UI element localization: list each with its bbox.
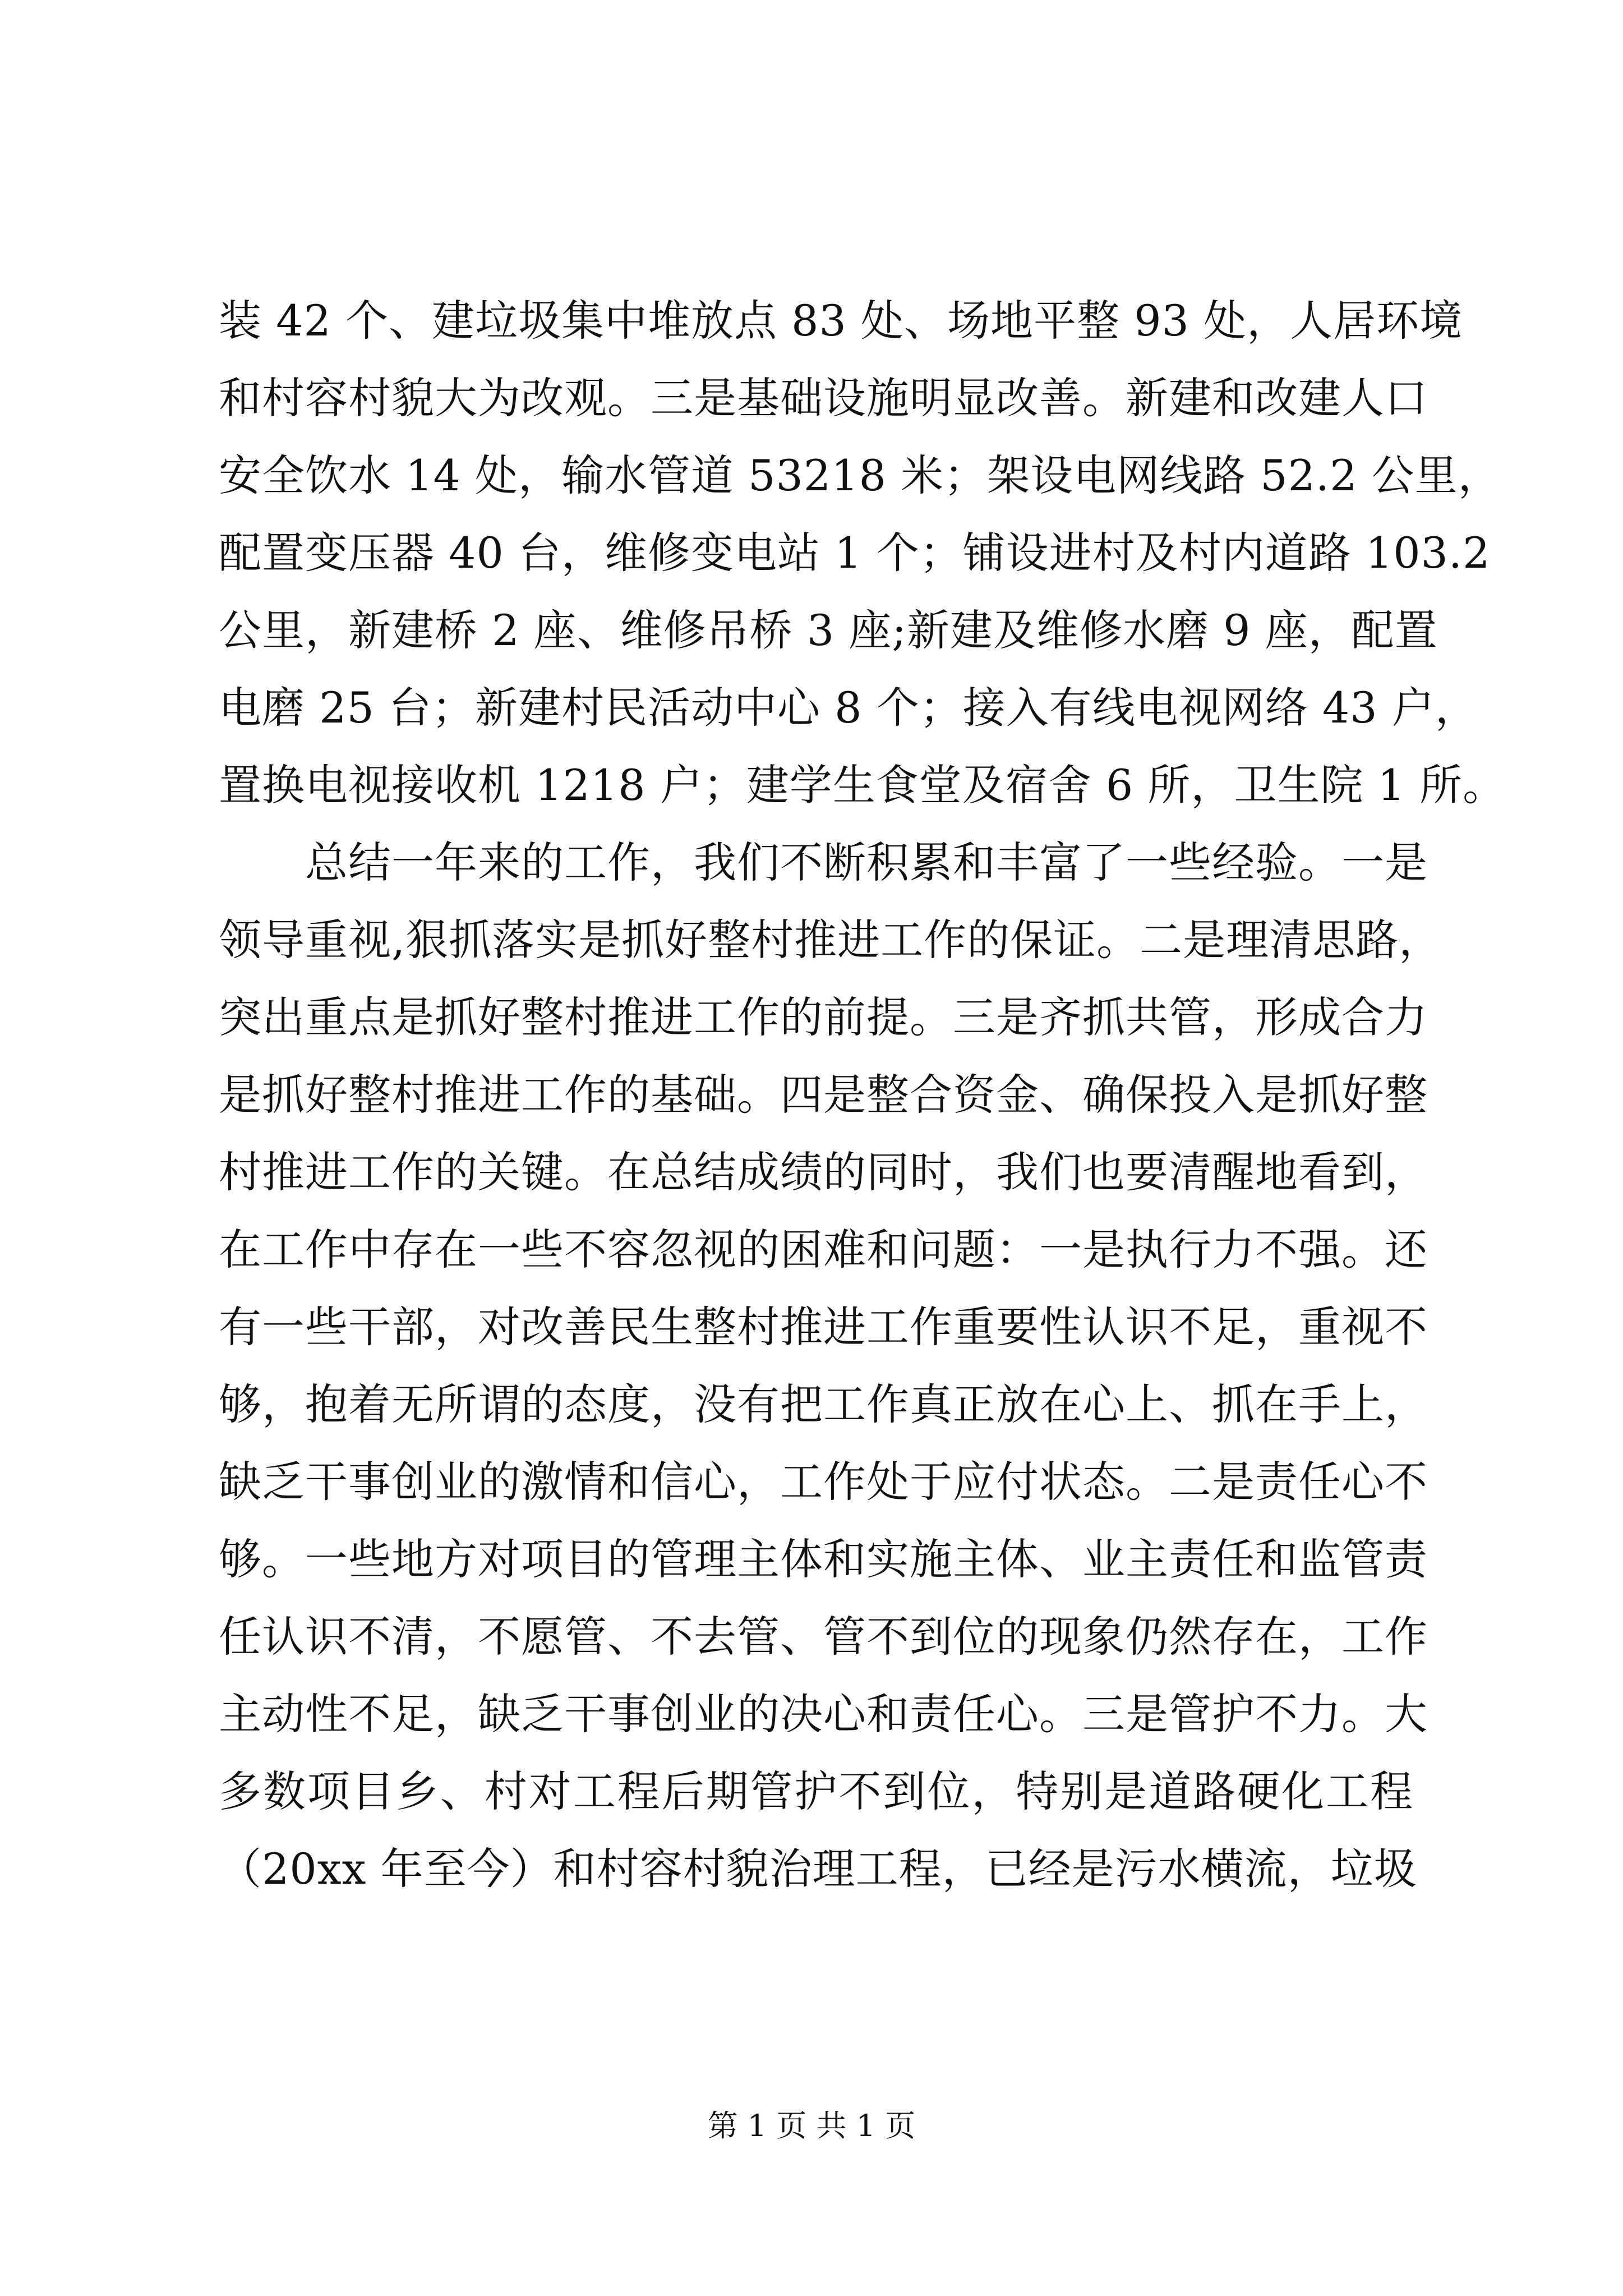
page-footer: 第 1 页 共 1 页: [707, 2108, 916, 2143]
text-line: 公里，新建桥 2 座、维修吊桥 3 座;新建及维修水磨 9 座，配置: [219, 605, 1438, 655]
text-line: 村推进工作的关键。在总结成绩的同时，我们也要清醒地看到，: [219, 1147, 1428, 1197]
text-line: 电磨 25 台；新建村民活动中心 8 个；接入有线电视网络 43 户，: [219, 683, 1478, 733]
text-line: 缺乏干事创业的激情和信心，工作处于应付状态。二是责任心不: [219, 1457, 1428, 1507]
text-line: 任认识不清，不愿管、不去管、管不到位的现象仍然存在，工作: [219, 1612, 1428, 1662]
text-line: 领导重视,狠抓落实是抓好整村推进工作的保证。二是理清思路，: [219, 915, 1442, 965]
text-line: 突出重点是抓好整村推进工作的前提。三是齐抓共管，形成合力: [219, 992, 1428, 1042]
text-line: （20xx 年至今）和村容村貌治理工程，已经是污水横流，垃圾: [219, 1844, 1417, 1894]
text-line: 够。一些地方对项目的管理主体和实施主体、业主责任和监管责: [219, 1534, 1428, 1584]
text-line: 够，抱着无所谓的态度，没有把工作真正放在心上、抓在手上，: [219, 1379, 1428, 1429]
text-line: 有一些干部，对改善民生整村推进工作重要性认识不足，重视不: [219, 1302, 1428, 1352]
text-line: 在工作中存在一些不容忽视的困难和问题：一是执行力不强。还: [219, 1225, 1428, 1274]
text-line: 多数项目乡、村对工程后期管护不到位，特别是道路硬化工程: [219, 1766, 1413, 1816]
text-line: 是抓好整村推进工作的基础。四是整合资金、确保投入是抓好整: [219, 1070, 1428, 1120]
text-line: 配置变压器 40 台，维修变电站 1 个；铺设进村及村内道路 103.2: [219, 528, 1491, 578]
text-line: 总结一年来的工作，我们不断积累和丰富了一些经验。一是: [219, 838, 1428, 887]
text-line: 置换电视接收机 1218 户；建学生食堂及宿舍 6 所，卫生院 1 所。: [219, 760, 1506, 810]
text-line: 和村容村貌大为改观。三是基础设施明显改善。新建和改建人口: [219, 373, 1428, 423]
text-line: 主动性不足，缺乏干事创业的决心和责任心。三是管护不力。大: [219, 1689, 1428, 1739]
text-line: 装 42 个、建垃圾集中堆放点 83 处、场地平整 93 处，人居环境: [219, 296, 1463, 346]
text-line: 安全饮水 14 处，输水管道 53218 米；架设电网线路 52.2 公里，: [219, 450, 1501, 500]
